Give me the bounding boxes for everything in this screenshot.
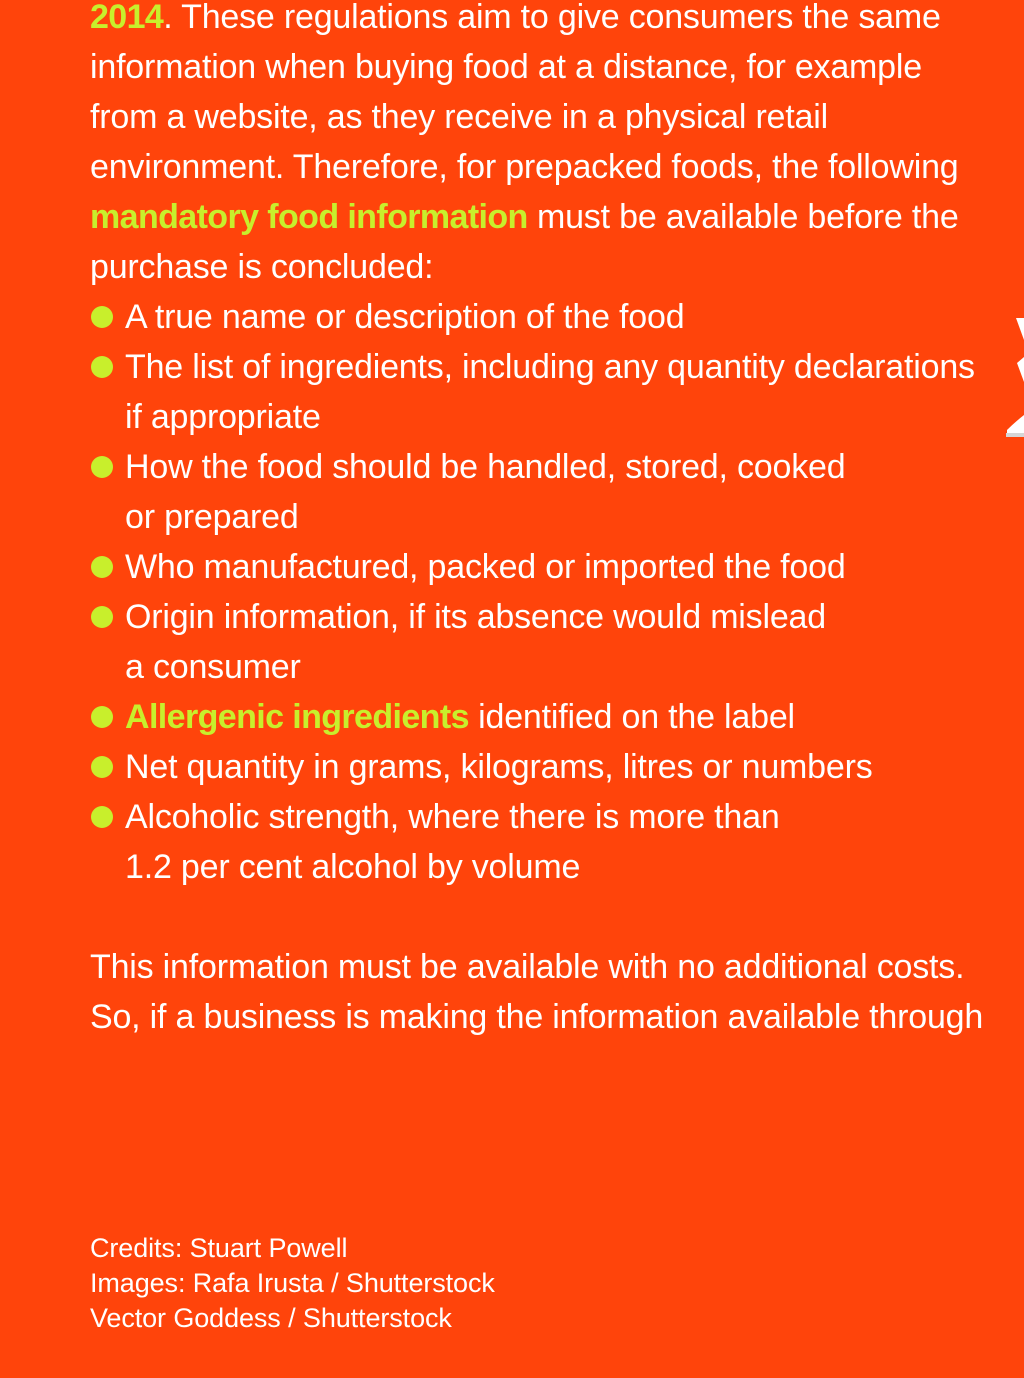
list-item-continuation: a consumer <box>125 648 301 686</box>
bullet-dot-icon <box>91 356 113 378</box>
bullet-dot-icon <box>91 306 113 328</box>
fragment-top <box>1016 318 1024 340</box>
bullet-dot-icon <box>91 706 113 728</box>
mandatory-food-information-highlight: mandatory food information <box>90 198 528 236</box>
list-item-continuation: if appropriate <box>125 398 321 436</box>
allergenic-ingredients-highlight: Allergenic ingredients <box>125 698 469 736</box>
paragraph-line-1 <box>90 0 941 42</box>
list-item-continuation: 1.2 per cent alcohol by volume <box>125 848 581 886</box>
cropped-image-fragment <box>1002 318 1024 442</box>
list-item-text: Alcoholic strength, where there is more than <box>125 798 780 836</box>
credits-images: Images: Rafa Irusta / Shutterstock <box>90 1268 495 1298</box>
list-item-text: Who manufactured, packed or imported the food <box>125 548 846 586</box>
paragraph-2-line-1: This information must be available with no additional costs. <box>90 948 965 986</box>
cropped-image-fragment-icon <box>1002 318 1024 442</box>
list-item-text: Net quantity in grams, kilograms, litres or numbers <box>125 748 873 786</box>
bullet-dot-icon <box>91 456 113 478</box>
bullet-dot-icon <box>91 556 113 578</box>
paragraph-line-5 <box>90 192 959 242</box>
bullet-dot-icon <box>91 606 113 628</box>
list-item-text: How the food should be handled, stored, cooked <box>125 448 846 486</box>
list-item-text: Origin information, if its absence would mislead <box>125 598 826 636</box>
list-item-text: A true name or description of the food <box>125 298 685 336</box>
list-item-continuation: or prepared <box>125 498 299 536</box>
paragraph-line-6: purchase is concluded: <box>90 248 434 286</box>
credits-author: Credits: Stuart Powell <box>90 1233 348 1263</box>
paragraph-line-2: information when buying food at a distance, for example <box>90 48 922 86</box>
paragraph-line-4: environment. Therefore, for prepacked foods, the following <box>90 148 959 186</box>
bullet-dot-icon <box>91 756 113 778</box>
fragment-shadow <box>1006 433 1024 437</box>
paragraph-2-line-2: So, if a business is making the information available through <box>90 998 984 1036</box>
list-item-text: The list of ingredients, including any quantity declarations <box>125 348 975 386</box>
bullet-dot-icon <box>91 806 113 828</box>
paragraph-line-3: from a website, as they receive in a physical retail <box>90 98 828 136</box>
paragraph-line-5-text: must be available before the <box>527 198 959 236</box>
fragment-middle <box>1017 357 1024 382</box>
year-highlight: 2014 <box>90 0 164 36</box>
allergen-label-text: identified on the label <box>468 698 795 736</box>
fragment-lower <box>1007 415 1024 436</box>
credits-vector: Vector Goddess / Shutterstock <box>90 1303 452 1333</box>
list-item-text <box>125 692 795 742</box>
paragraph-line-1-text: . These regulations aim to give consumers the same <box>163 0 941 36</box>
